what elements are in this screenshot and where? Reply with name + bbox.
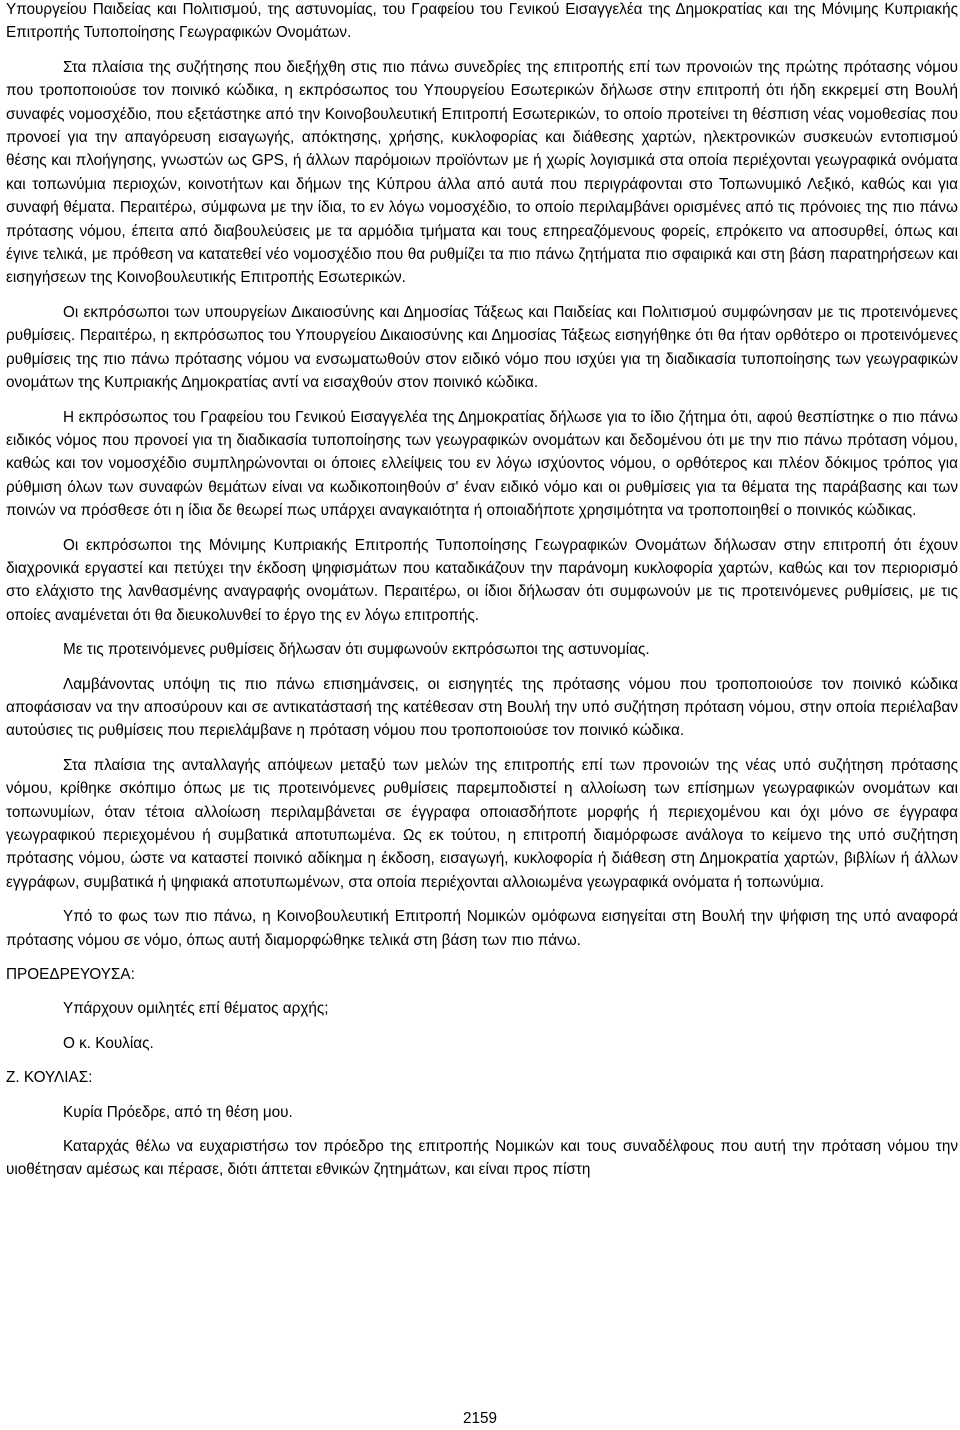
- speech-line: Υπάρχουν ομιλητές επί θέματος αρχής;: [63, 1000, 329, 1018]
- speech-paragraph: Καταρχάς θέλω να ευχαριστήσω τον πρόεδρο της επιτροπής Νομικών και τους συναδέλφους που αυτή την πρόταση νόμου την υιοθέτησαν αμέσως και πέρασε, διότι άπτεται εθνικών ζητημάτων, και είναι προς πίστη: [6, 1138, 958, 1179]
- speech-line: Ο κ. Κουλίας.: [63, 1034, 154, 1052]
- paragraph: Οι εκπρόσωποι των υπουργείων Δικαιοσύνης και Δημοσίας Τάξεως και Παιδείας και Πολιτισμού συμφώνησαν με τις προτεινόμενες ρυθμίσεις. Περαιτέρω, η εκπρόσωπος του Υπουργείου Δικαιοσύνης και Δημοσίας Τάξεως εισηγήθηκε ότι θα ήταν ορθότερο οι προτεινόμενες ρυθμίσεις της πιο πάνω πρότασης νόμου να ενσωματωθούν στον ειδικό νόμο που ισχύει για τη διαδικασία τυποποίησης των γεωγραφικών ονομάτων της Κυπριακής Δημοκρατίας αντί να εισαχθούν στον ποινικό κώδικα.: [6, 303, 958, 392]
- paragraph: Λαμβάνοντας υπόψη τις πιο πάνω επισημάνσεις, οι εισηγητές της πρότασης νόμου που τροποποιούσε τον ποινικό κώδικα αποφάσισαν να την αποσύρουν και σε αντικατάστασή της κατέθεσαν στη Βουλή την υπό συζήτηση πρόταση νόμου, στην οποία περιέλαβαν αυτούσιες τις ρυθμίσεις που περιελάμβανε η πρόταση νόμου που τροποποιούσε τον ποινικό κώδικα.: [6, 675, 958, 740]
- document-body: [6, 0, 958, 1182]
- paragraph-continuation: Υπουργείου Παιδείας και Πολιτισμού, της αστυνομίας, του Γραφείου του Γενικού Εισαγγελέα της Δημοκρατίας και της Μόνιμης Κυπριακής Επιτροπής Τυποποίησης Γεωγραφικών Ονομάτων.: [6, 1, 958, 42]
- paragraph: Υπό το φως των πιο πάνω, η Κοινοβουλευτική Επιτροπή Νομικών ομόφωνα εισηγείται στη Βουλή την ψήφιση της υπό αναφορά πρότασης νόμου σε νόμο, όπως αυτή διαμορφώθηκε τελικά στη βάση των πιο πάνω.: [6, 908, 958, 949]
- paragraph: Στα πλαίσια της ανταλλαγής απόψεων μεταξύ των μελών της επιτροπής επί των προνοιών της νέας υπό συζήτηση πρότασης νόμου, κρίθηκε σκόπιμο όπως με τις προτεινόμενες ρυθμίσεις παρεμποδιστεί η αλλοίωση των επίσημων γεωγραφικών ονομάτων και τοπωνυμίων, όταν τέτοια αλλοίωση περιλαμβάνεται σε έγγραφα οποιασδήποτε μορφής ή περιεχομένου και όχι μόνο σε έγγραφα γεωγραφικού περιεχομένου ή συμβατικά αποτυπωμένα. Ως εκ τούτου, η επιτροπή διαμόρφωσε ανάλογα το κείμενο της υπό συζήτηση πρότασης νόμου, ώστε να καταστεί ποινικό αδίκημα η έκδοση, εισαγωγή, κυκλοφορία ή διάθεση στη Δημοκρατία χαρτών, βιβλίων ή άλλων εγγράφων, συμβατικά ή ψηφιακά αποτυπωμένων, στα οποία περιέχονται αλλοιωμένα γεωγραφικά ονόματα ή τοπωνύμια.: [6, 756, 958, 891]
- page-number: 2159: [462, 1410, 498, 1427]
- paragraph: Στα πλαίσια της συζήτησης που διεξήχθη στις πιο πάνω συνεδρίες της επιτροπής επί των προνοιών της πρώτης πρότασης νόμου που τροποποιούσε τον ποινικό κώδικα, η εκπρόσωπος του Υπουργείου Εσωτερικών δήλωσε στην επιτροπή ότι ήδη εκκρεμεί στη Βουλή συναφές νομοσχέδιο, που εξετάστηκε από την Κοινοβουλευτική Επιτροπή Εσωτερικών, το οποίο προτείνει τη θέσπιση νέας νομοθεσίας που προνοεί για την απαγόρευση εισαγωγής, απόκτησης, χρήσης, κυκλοφορίας και διάθεσης χαρτών, ηλεκτρονικών συσκευών εντοπισμού θέσης και πλοήγησης, γνωστών ως GPS, ή άλλων παρόμοιων προϊόντων με ή χωρίς λογισμικά στα οποία περιέχονται γεωγραφικά ονόματα και τοπωνύμια περιοχών, κοινοτήτων και δήμων της Κύπρου άλλα από αυτά που περιγράφονται στο Τοπωνυμικό Λεξικό, καθώς και για συναφή θέματα. Περαιτέρω, σύμφωνα με την ίδια, το εν λόγω νομοσχέδιο, το οποίο περιλαμβάνει ορισμένες από τις πρόνοιες της πιο πάνω πρότασης νόμου, έπειτα από διαβουλεύσεις με τα αρμόδια τμήματα και τους επηρεαζόμενους φορείς, επρόκειτο να αποσυρθεί, όπως και έγινε τελικά, με πρόθεση να κατατεθεί νέο νομοσχέδιο που θα ρυθμίζει τα πιο πάνω ζητήματα πιο σφαιρικά και στη βάση παρατηρήσεων και εισηγήσεων της Κοινοβουλευτικής Επιτροπής Εσωτερικών.: [6, 58, 958, 287]
- speaker-name-chair: ΠΡΟΕΔΡΕΥΟΥΣΑ:: [6, 966, 135, 984]
- paragraph: Οι εκπρόσωποι της Μόνιμης Κυπριακής Επιτροπής Τυποποίησης Γεωγραφικών Ονομάτων δήλωσαν στην επιτροπή ότι έχουν διαχρονικά εργαστεί και πετύχει την έκδοση ψηφισμάτων που καταδικάζουν την παράνομη κυκλοφορία χαρτών, καθώς και τον περιορισμό στο ελάχιστο της λανθασμένης αναγραφής ονομάτων. Περαιτέρω, οι ίδιοι δήλωσαν ότι συμφωνούν με τις προτεινόμενες ρυθμίσεις, με τις οποίες αναμένεται ότι θα διευκολυνθεί το έργο της εν λόγω επιτροπής.: [6, 536, 958, 624]
- speech-line: Κυρία Πρόεδρε, από τη θέση μου.: [63, 1103, 293, 1121]
- speaker-name-koulias: Ζ. ΚΟΥΛΙΑΣ:: [6, 1069, 93, 1087]
- paragraph: Η εκπρόσωπος του Γραφείου του Γενικού Εισαγγελέα της Δημοκρατίας δήλωσε για το ίδιο ζήτημα ότι, αφού θεσπίστηκε ο πιο πάνω ειδικός νόμος που προνοεί για τη διαδικασία τυποποίησης των γεωγραφικών ονομάτων και δεδομένου ότι με την πιο πάνω πρόταση νόμου, καθώς και τον νομοσχέδιο συμπληρώνονται οι όποιες ελλείψεις του εν λόγω ισχύοντος νόμου, ο ορθότερος και πλέον δόκιμος τρόπος για ρύθμιση όλων των συναφών θεμάτων είναι να κωδικοποιηθούν σ' έναν ειδικό νόμο και οι ρυθμίσεις για τα θέματα της παράβασης και των ποινών να πρόσθεσε ότι η ίδια δε θεωρεί πως υπάρχει αναγκαιότητα ή οποιαδήποτε χρησιμότητα να τροποποιηθεί ο ποινικός κώδικας.: [6, 408, 958, 520]
- paragraph: Με τις προτεινόμενες ρυθμίσεις δήλωσαν ότι συμφωνούν εκπρόσωποι της αστυνομίας.: [63, 641, 650, 659]
